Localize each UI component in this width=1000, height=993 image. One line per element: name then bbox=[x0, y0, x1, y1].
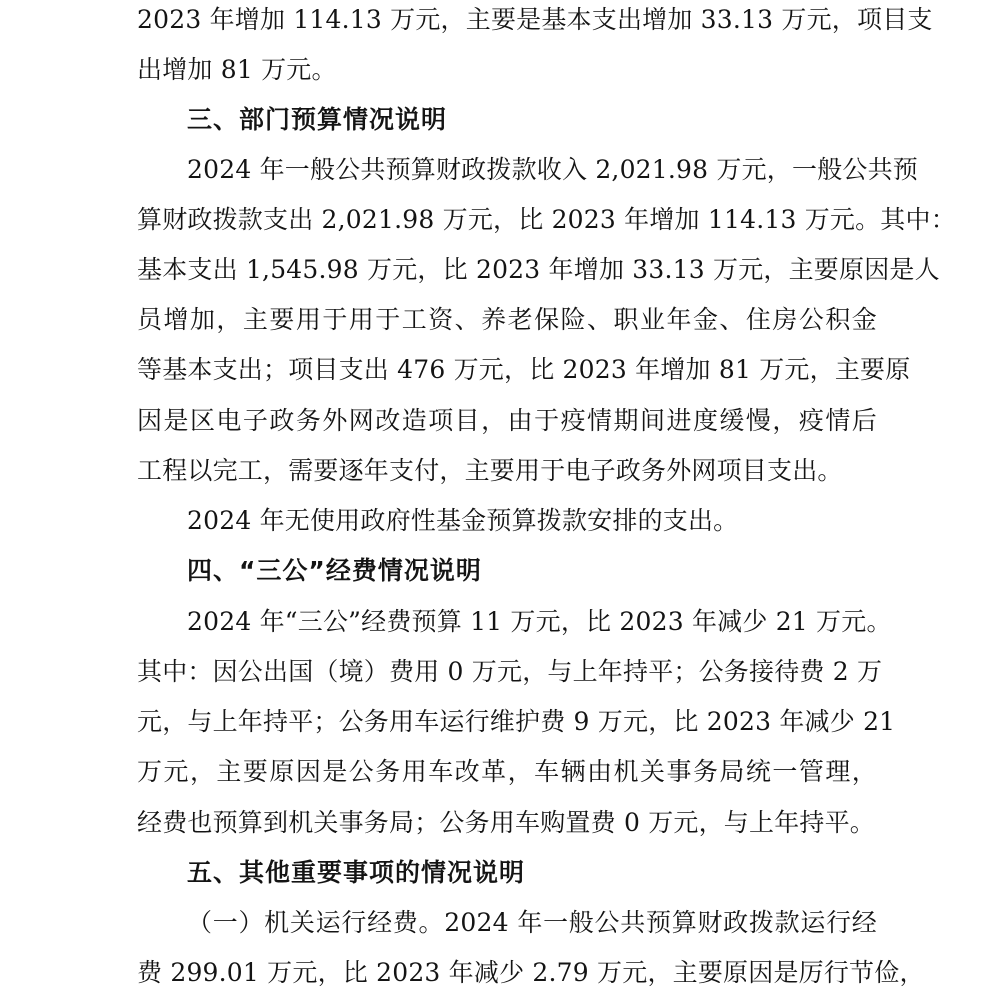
paragraph-line: 出增加 81 万元。 bbox=[137, 55, 337, 84]
paragraph-line: 算财政拨款支出 2,021.98 万元，比 2023 年增加 114.13 万元。其中： bbox=[137, 205, 956, 234]
section-heading-4: 四、“三公”经费情况说明 bbox=[187, 556, 482, 585]
paragraph-line: 2023 年增加 114.13 万元，主要是基本支出增加 33.13 万元，项目支 bbox=[137, 5, 933, 34]
paragraph-line: 元，与上年持平；公务用车运行维护费 9 万元，比 2023 年减少 21 bbox=[137, 707, 896, 736]
paragraph-line: 2024 年“三公”经费预算 11 万元，比 2023 年减少 21 万元。 bbox=[187, 607, 892, 636]
paragraph-line: 费 299.01 万元，比 2023 年减少 2.79 万元，主要原因是厉行节俭， bbox=[137, 958, 925, 987]
paragraph-line: 因是区电子政务外网改造项目，由于疫情期间进度缓慢，疫情后 bbox=[137, 406, 877, 435]
paragraph-line: 其中：因公出国（境）费用 0 万元，与上年持平；公务接待费 2 万 bbox=[137, 657, 883, 686]
paragraph-line: 2024 年一般公共预算财政拨款收入 2,021.98 万元，一般公共预 bbox=[187, 155, 918, 184]
paragraph-line: 基本支出 1,545.98 万元，比 2023 年增加 33.13 万元，主要原因是人 bbox=[137, 255, 940, 284]
paragraph-line: 经费也预算到机关事务局；公务用车购置费 0 万元，与上年持平。 bbox=[137, 808, 876, 837]
paragraph-line: 2024 年无使用政府性基金预算拨款安排的支出。 bbox=[187, 506, 739, 535]
section-heading-3: 三、部门预算情况说明 bbox=[187, 105, 448, 134]
section-heading-5: 五、其他重要事项的情况说明 bbox=[187, 858, 526, 887]
paragraph-line: 万元，主要原因是公务用车改革，车辆由机关事务局统一管理， bbox=[137, 757, 877, 786]
paragraph-line: 工程以完工，需要逐年支付，主要用于电子政务外网项目支出。 bbox=[137, 456, 843, 485]
paragraph-line: 员增加，主要用于用于工资、养老保险、职业年金、住房公积金 bbox=[137, 305, 877, 334]
paragraph-line: （一）机关运行经费。2024 年一般公共预算财政拨款运行经 bbox=[187, 908, 877, 937]
paragraph-line: 等基本支出；项目支出 476 万元，比 2023 年增加 81 万元，主要原 bbox=[137, 355, 911, 384]
